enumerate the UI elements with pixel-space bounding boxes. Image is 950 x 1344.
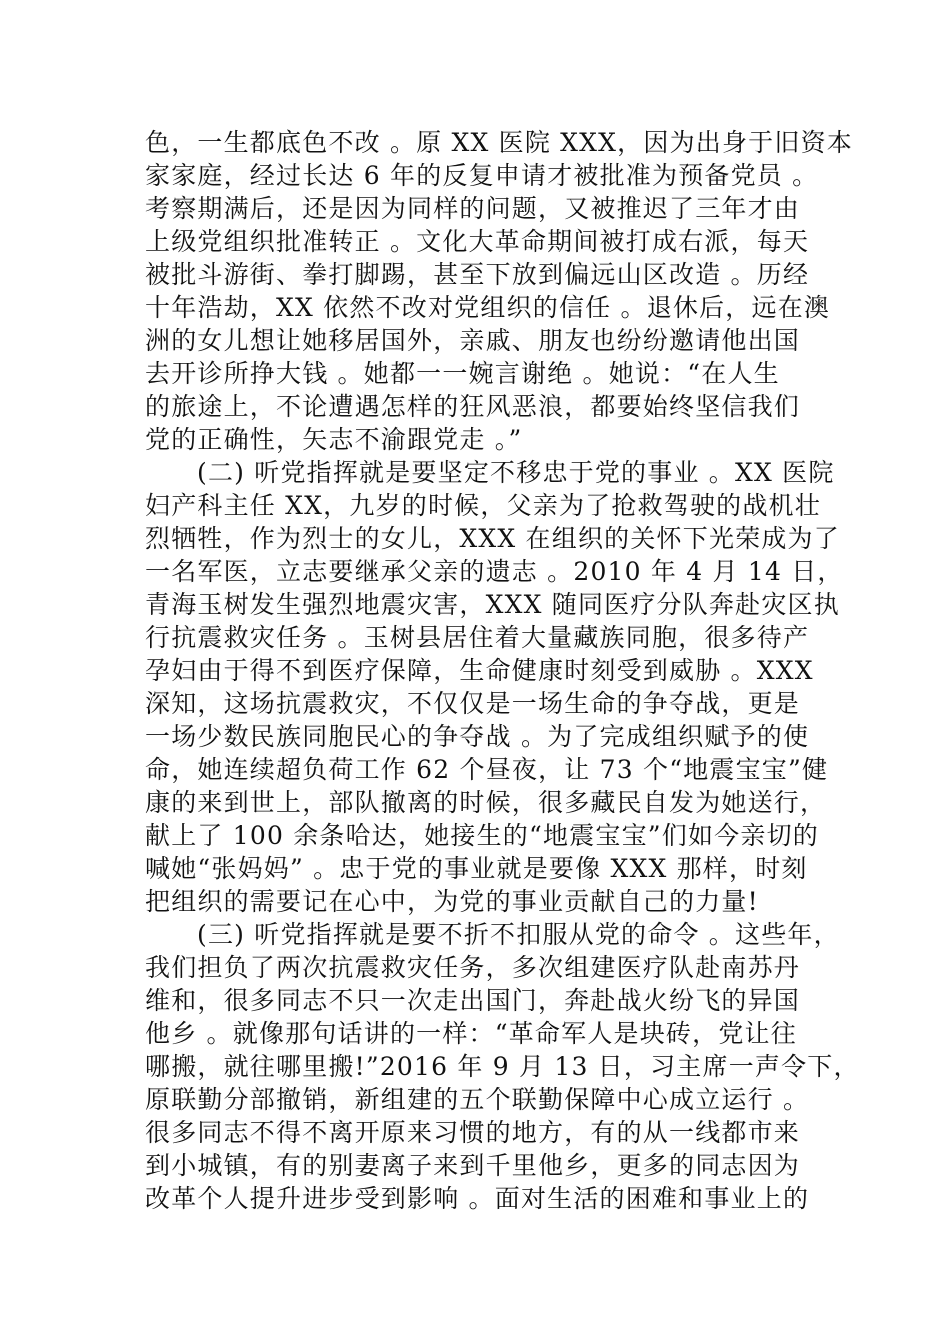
text-line: 命，她连续超负荷工作 62 个昼夜，让 73 个“地震宝宝”健	[145, 755, 829, 784]
text-line: 喊她“张妈妈” 。忠于党的事业就是要像 XXX 那样，时刻	[145, 854, 808, 883]
text-line: 去开诊所挣大钱 。她都一一婉言谢绝 。她说：“在人生	[145, 359, 780, 388]
text-line: 党的正确性，矢志不渝跟党走 。”	[145, 425, 523, 454]
text-line: 青海玉树发生强烈地震灾害，XXX 随同医疗分队奔赴灾区执	[145, 590, 840, 619]
text-line: 孕妇由于得不到医疗保障，生命健康时刻受到威胁 。XXX	[145, 656, 814, 685]
text-line: 康的来到世上，部队撤离的时候，很多藏民自发为她送行，	[145, 788, 827, 817]
text-line: 行抗震救灾任务 。玉树县居住着大量藏族同胞，很多待产	[145, 623, 810, 652]
text-line: 妇产科主任 XX，九岁的时候，父亲为了抢救驾驶的战机壮	[145, 491, 821, 520]
paragraph-start-line: (二) 听党指挥就是要坚定不移忠于党的事业 。XX 医院	[197, 458, 835, 487]
text-line: 我们担负了两次抗震救灾任务，多次组建医疗队赴南苏丹	[145, 953, 801, 982]
text-line: 深知，这场抗震救灾，不仅仅是一场生命的争夺战，更是	[145, 689, 801, 718]
text-line: 的旅途上，不论遭遇怎样的狂风恶浪，都要始终坚信我们	[145, 392, 801, 421]
text-line: 维和，很多同志不只一次走出国门，奔赴战火纷飞的异国	[145, 986, 801, 1015]
text-line: 被批斗游街、拳打脚踢，甚至下放到偏远山区改造 。历经	[145, 260, 810, 289]
text-line: 原联勤分部撤销，新组建的五个联勤保障中心成立运行 。	[145, 1085, 810, 1114]
text-line: 家家庭，经过长达 6 年的反复申请才被批准为预备党员 。	[145, 161, 819, 190]
paragraph-start-line: (三) 听党指挥就是要不折不扣服从党的命令 。这些年，	[197, 920, 840, 949]
text-line: 烈牺牲，作为烈士的女儿，XXX 在组织的关怀下光荣成为了	[145, 524, 840, 553]
text-line: 一名军医，立志要继承父亲的遗志 。2010 年 4 月 14 日，	[145, 557, 844, 586]
text-line: 到小城镇，有的别妻离子来到千里他乡，更多的同志因为	[145, 1151, 801, 1180]
text-line: 改革个人提升进步受到影响 。面对生活的困难和事业上的	[145, 1184, 810, 1213]
text-line: 十年浩劫，XX 依然不改对党组织的信任 。退休后，远在澳	[145, 293, 831, 322]
text-line: 哪搬，就往哪里搬!”2016 年 9 月 13 日，习主席一声令下，	[145, 1052, 860, 1081]
text-line: 他乡 。就像那句话讲的一样：“革命军人是块砖，党让往	[145, 1019, 797, 1048]
text-line: 很多同志不得不离开原来习惯的地方，有的从一线都市来	[145, 1118, 801, 1147]
text-line: 上级党组织批准转正 。文化大革命期间被打成右派，每天	[145, 227, 810, 256]
document-page	[145, 126, 860, 1215]
text-line: 色，一生都底色不改 。原 XX 医院 XXX，因为出身于旧资本	[145, 128, 853, 157]
text-line: 把组织的需要记在心中，为党的事业贡献自己的力量!	[145, 887, 759, 916]
text-line: 考察期满后，还是因为同样的问题，又被推迟了三年才由	[145, 194, 801, 223]
text-line: 一场少数民族同胞民心的争夺战 。为了完成组织赋予的使	[145, 722, 810, 751]
text-line: 献上了 100 余条哈达，她接生的“地震宝宝”们如今亲切的	[145, 821, 819, 850]
text-line: 洲的女儿想让她移居国外，亲戚、朋友也纷纷邀请他出国	[145, 326, 801, 355]
